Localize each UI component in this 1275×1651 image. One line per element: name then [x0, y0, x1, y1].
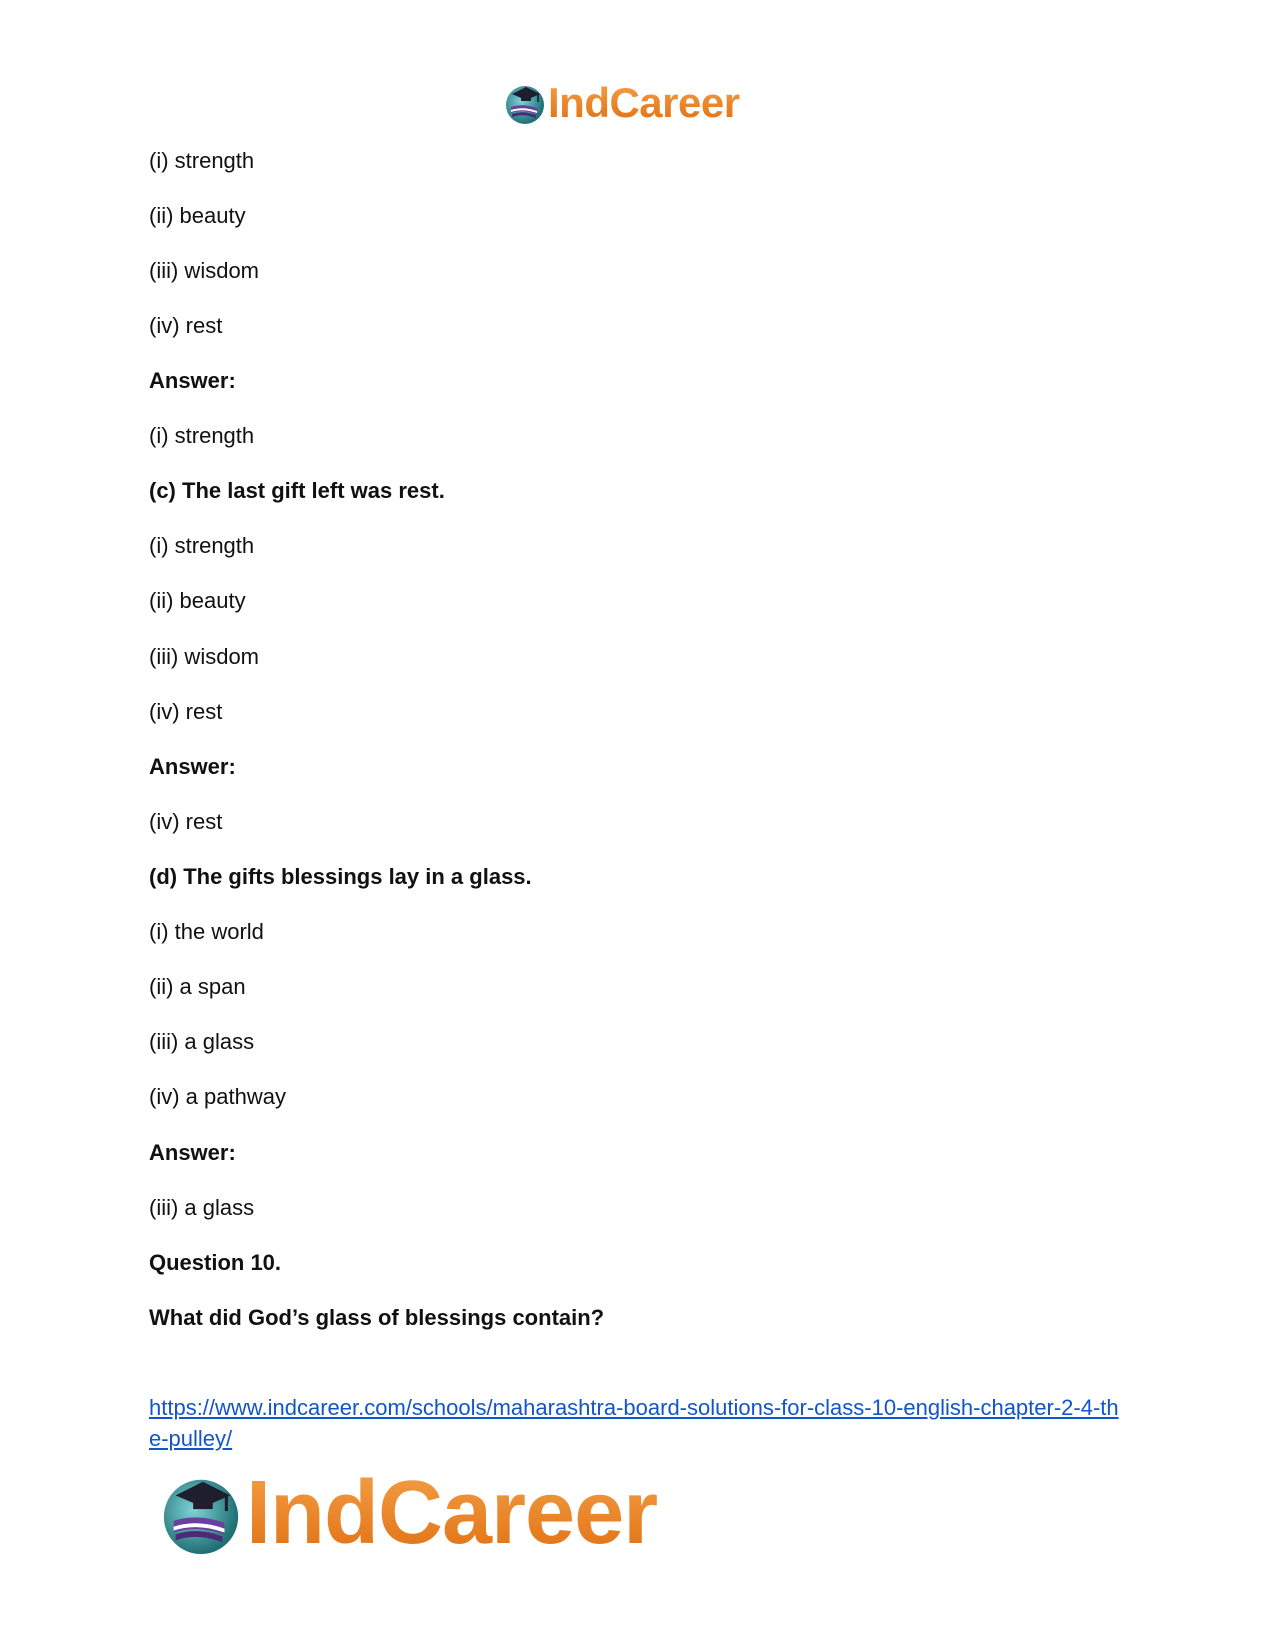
graduation-book-icon [503, 81, 547, 125]
option-line: (iv) a pathway [149, 1084, 286, 1109]
footer-logo-text: IndCareer [246, 1462, 658, 1563]
option-line: (iv) rest [149, 313, 223, 338]
option-line: (iv) rest [149, 699, 223, 724]
option-line: (i) strength [149, 148, 255, 173]
option-line: (iii) wisdom [149, 258, 259, 283]
answer-value: (iv) rest [149, 809, 223, 834]
question-number: Question 10. [149, 1250, 282, 1275]
footer-logo [158, 1462, 658, 1563]
answer-label: Answer: [149, 368, 236, 393]
question-text: What did God’s glass of blessings contain? [149, 1305, 605, 1330]
option-line: (ii) beauty [149, 203, 246, 228]
header-logo-text: IndCareer [548, 79, 740, 126]
answer-label: Answer: [149, 1140, 236, 1165]
option-line: (iii) a glass [149, 1029, 255, 1054]
option-line: (i) strength [149, 533, 255, 558]
header-logo [503, 80, 740, 126]
answer-value: (iii) a glass [149, 1195, 255, 1220]
question-statement: (d) The gifts blessings lay in a glass. [149, 864, 532, 889]
question-statement: (c) The last gift left was rest. [149, 478, 445, 503]
option-line: (ii) beauty [149, 588, 246, 613]
graduation-book-icon [158, 1470, 244, 1556]
option-line: (iii) wisdom [149, 644, 259, 669]
option-line: (ii) a span [149, 974, 246, 999]
source-url-link[interactable]: https://www.indcareer.com/schools/maharashtra-board-solutions-for-class-10-english-chapter-2-4-the-pulley/ [149, 1395, 1119, 1451]
answer-value: (i) strength [149, 423, 255, 448]
option-line: (i) the world [149, 919, 264, 944]
answer-label: Answer: [149, 754, 236, 779]
